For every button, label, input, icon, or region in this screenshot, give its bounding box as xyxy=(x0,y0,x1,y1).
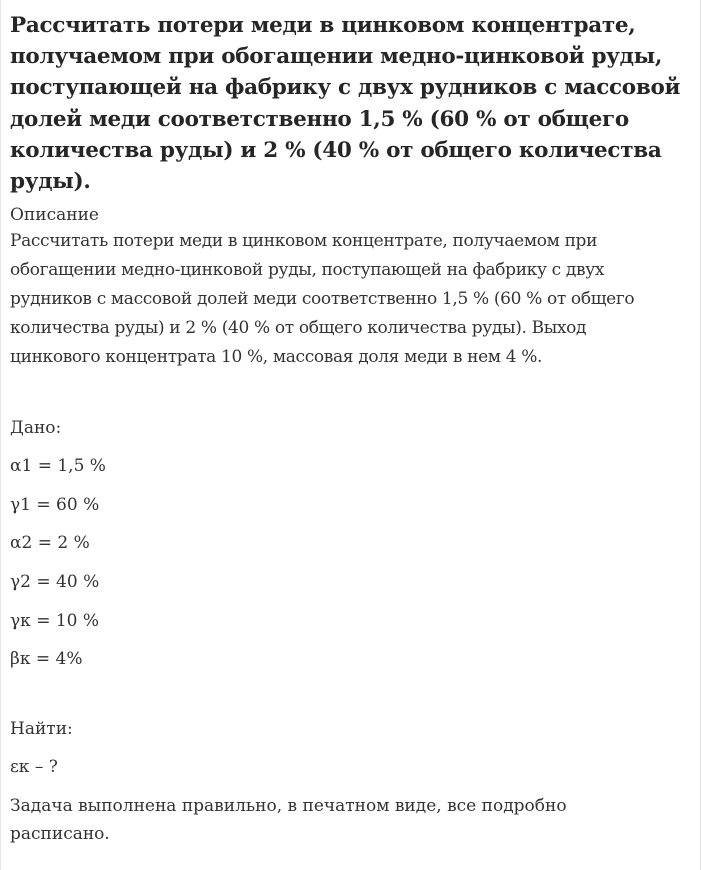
given-item: βк = 4% xyxy=(10,649,83,670)
description-line: обогащении медно-цинковой руды, поступающей на фабрику с двух xyxy=(10,260,605,281)
description-line: рудников с массовой долей меди соответственно 1,5 % (60 % от общего xyxy=(10,289,635,310)
title-line: руды). xyxy=(10,169,91,195)
description-text xyxy=(10,227,690,372)
given-list xyxy=(10,454,690,686)
given-item: γк = 10 % xyxy=(10,610,100,631)
completion-note xyxy=(10,792,690,848)
given-item: α2 = 2 % xyxy=(10,533,90,554)
given-item: α1 = 1,5 % xyxy=(10,456,106,477)
find-label: Найти: xyxy=(10,718,73,739)
description-line: количества руды) и 2 % (40 % от общего количества руды). Выход xyxy=(10,318,587,339)
note-line: Задача выполнена правильно, в печатном виде, все подробно xyxy=(10,795,567,816)
description-line: цинкового концентрата 10 %, массовая доля меди в нем 4 %. xyxy=(10,347,543,368)
note-line: расписано. xyxy=(10,823,110,844)
title-line: количества руды) и 2 % (40 % от общего количества xyxy=(10,137,662,163)
title-line: получаемом при обогащении медно-цинковой руды, xyxy=(10,44,663,70)
description-line: Рассчитать потери меди в цинковом концентрате, получаемом при xyxy=(10,231,598,252)
title-line: долей меди соответственно 1,5 % (60 % от общего xyxy=(10,106,629,132)
given-item: γ1 = 60 % xyxy=(10,494,100,515)
given-label: Дано: xyxy=(10,418,62,439)
given-item: γ2 = 40 % xyxy=(10,572,100,592)
description-label: Описание xyxy=(10,205,99,226)
title-line: поступающей на фабрику с двух рудников с массовой xyxy=(10,75,681,101)
task-title xyxy=(10,10,690,197)
find-value: εк – ? xyxy=(10,756,58,777)
title-line: Рассчитать потери меди в цинковом концентрате, xyxy=(10,13,636,38)
